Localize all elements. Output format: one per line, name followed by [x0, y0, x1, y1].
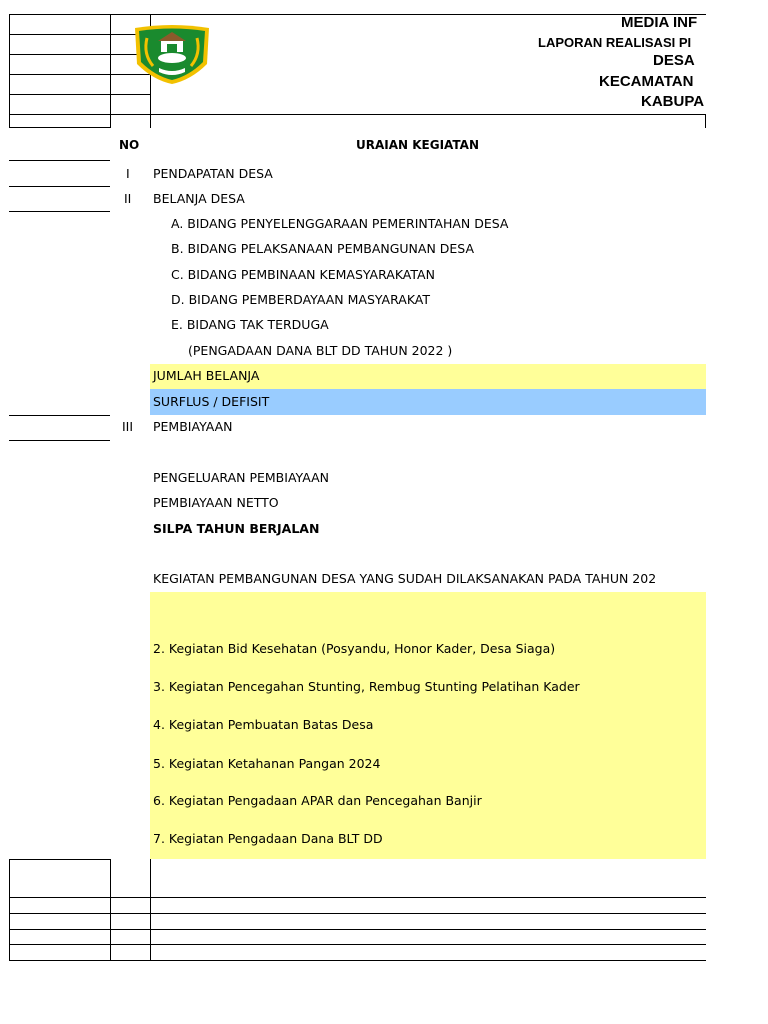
grid-line-h16: [9, 929, 706, 930]
grid-line-h12: [9, 440, 110, 441]
row-bidang-b: B. BIDANG PELAKSANAAN PEMBANGUNAN DESA: [171, 241, 475, 256]
row-number: II: [124, 191, 132, 206]
grid-line-col1: [110, 14, 111, 128]
grid-line-h11: [9, 415, 110, 416]
grid-line-h18: [9, 960, 706, 961]
row-bidang-d: D. BIDANG PEMBERDAYAAN MASYARAKAT: [171, 292, 431, 307]
grid-line-right: [705, 114, 706, 128]
row-surplus-defisit: SURFLUS / DEFISIT: [153, 394, 270, 409]
row-jumlah-belanja: JUMLAH BELANJA: [153, 368, 260, 383]
grid-line-h2: [9, 34, 150, 35]
header-title: MEDIA INF: [621, 14, 698, 31]
column-header-uraian: URAIAN KEGIATAN: [356, 138, 479, 152]
grid-line-h6: [9, 114, 706, 115]
village-emblem-logo: [131, 24, 213, 86]
grid-line-h5: [9, 94, 150, 95]
grid-line-h10: [9, 211, 110, 212]
grid-line-h1: [9, 14, 706, 15]
row-blt-dd: (PENGADAAN DANA BLT DD TAHUN 2022 ): [188, 343, 453, 358]
row-bidang-e: E. BIDANG TAK TERDUGA: [171, 317, 329, 332]
row-bidang-a: A. BIDANG PENYELENGGARAAN PEMERINTAHAN DESA: [171, 216, 509, 231]
grid-line-h4: [9, 74, 150, 75]
row-bidang-c: C. BIDANG PEMBINAAN KEMASYARAKATAN: [171, 267, 435, 282]
row-pembiayaan-netto: PEMBIAYAAN NETTO: [153, 495, 279, 510]
kegiatan-item: 7. Kegiatan Pengadaan Dana BLT DD: [153, 831, 383, 846]
row-silpa: SILPA TAHUN BERJALAN: [153, 521, 320, 536]
header-kabupaten: KABUPA: [641, 93, 705, 110]
kegiatan-item: 6. Kegiatan Pengadaan APAR dan Pencegahan Banjir: [153, 793, 482, 808]
grid-line-h15: [9, 913, 706, 914]
grid-line-h7: [9, 127, 110, 128]
row-belanja-desa: BELANJA DESA: [153, 191, 245, 206]
grid-line-h9: [9, 186, 110, 187]
grid-line-left: [9, 14, 10, 128]
kegiatan-item: 5. Kegiatan Ketahanan Pangan 2024: [153, 756, 381, 771]
row-pengeluaran-pembiayaan: PENGELUARAN PEMBIAYAAN: [153, 470, 329, 485]
row-number: III: [122, 419, 134, 434]
grid-line-h3: [9, 54, 150, 55]
kegiatan-item: 4. Kegiatan Pembuatan Batas Desa: [153, 717, 374, 732]
grid-line-h13: [9, 859, 110, 860]
kegiatan-title: KEGIATAN PEMBANGUNAN DESA YANG SUDAH DILAKSANAKAN PADA TAHUN 202: [153, 571, 657, 586]
row-pendapatan-desa: PENDAPATAN DESA: [153, 166, 273, 181]
kegiatan-item: 3. Kegiatan Pencegahan Stunting, Rembug Stunting Pelatihan Kader: [153, 679, 580, 694]
header-report-title: LAPORAN REALISASI PI: [538, 35, 692, 50]
header-kecamatan: KECAMATAN: [599, 73, 694, 90]
grid-line-h14: [9, 897, 706, 898]
grid-line-h8: [9, 160, 110, 161]
header-desa: DESA: [653, 52, 695, 69]
column-header-no: NO: [119, 138, 140, 152]
row-number: I: [126, 166, 130, 181]
grid-line-h17: [9, 944, 706, 945]
row-pembiayaan: PEMBIAYAAN: [153, 419, 233, 434]
kegiatan-item: 2. Kegiatan Bid Kesehatan (Posyandu, Honor Kader, Desa Siaga): [153, 641, 556, 656]
